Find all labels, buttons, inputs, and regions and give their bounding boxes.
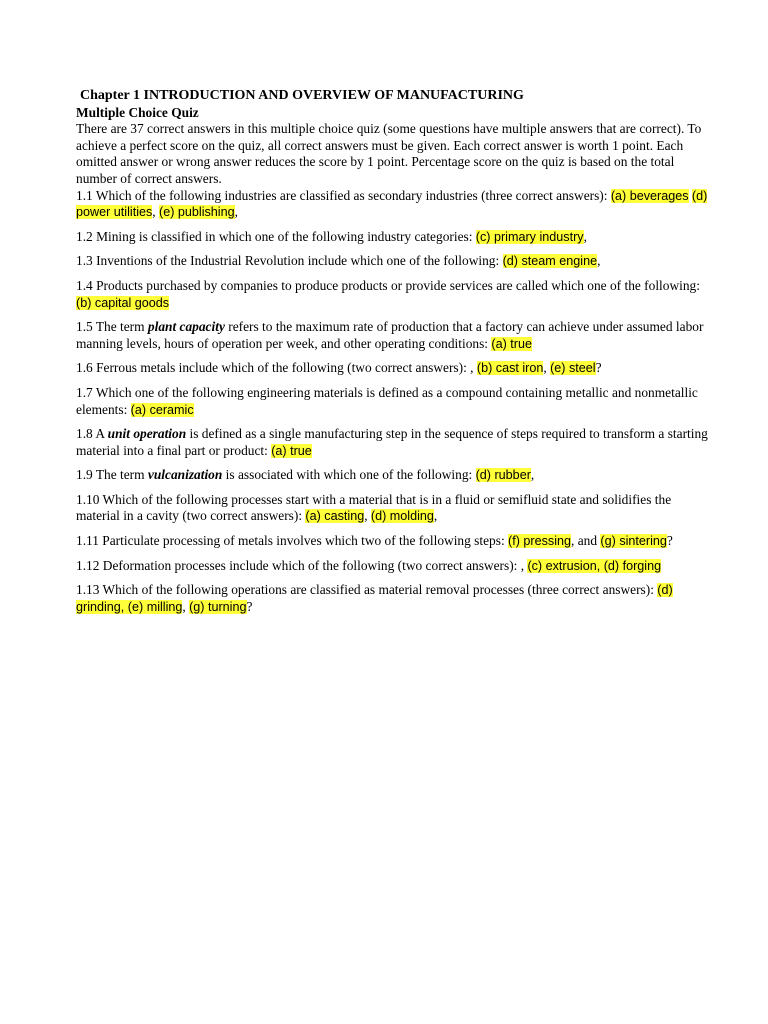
answer-highlight: (d) steam engine	[502, 254, 598, 269]
question-text: 1.12 Deformation processes include which of the following (two correct answers): ,	[76, 557, 528, 573]
question-1-11	[76, 533, 716, 550]
answer-highlight: (a) ceramic	[130, 402, 194, 417]
question-text: 1.13 Which of the following operations are classified as material removal processes (three correct answers):	[76, 582, 658, 598]
answer-highlight: (f) pressing	[508, 534, 572, 549]
answer-highlight: (e) publishing	[159, 205, 235, 220]
answer-highlight: (c) primary industry	[475, 229, 584, 244]
trailing-punct: ?	[595, 360, 602, 376]
question-1-1	[76, 188, 716, 221]
answer-highlight: (b) cast iron	[476, 361, 544, 376]
key-term: plant capacity	[147, 319, 225, 335]
key-term: unit operation	[107, 426, 187, 442]
question-1-12	[76, 558, 716, 575]
trailing-punct: ,	[530, 467, 535, 483]
question-text: 1.8 A	[76, 426, 108, 442]
question-1-4	[76, 278, 716, 311]
question-text: is associated with which one of the following:	[222, 467, 476, 483]
separator: ,	[182, 598, 190, 614]
question-text: is defined as a single manufacturing step in the sequence of steps required to transform a starting material into a final part or product:	[76, 426, 708, 458]
question-text: 1.4 Products purchased by companies to produce products or provide services are called which one of the following:	[76, 277, 700, 293]
key-term: vulcanization	[147, 467, 223, 483]
question-1-6	[76, 360, 716, 377]
chapter-title: Chapter 1 INTRODUCTION AND OVERVIEW OF MANUFACTURING	[80, 88, 524, 103]
quiz-intro: There are 37 correct answers in this multiple choice quiz (some questions have multiple answers that are correct). To achieve a perfect score on the quiz, all correct answers must be given. Each correct answer is worth 1 point. Each omitted answer or wrong answer reduces the score by 1 point. Percentage score on the quiz is based on the total number of correct answers.	[76, 121, 702, 186]
question-1-5	[76, 319, 716, 352]
question-1-3	[76, 253, 716, 270]
question-text: 1.11 Particulate processing of metals involves which two of the following steps:	[76, 533, 509, 549]
answer-highlight: (a) true	[271, 443, 312, 458]
separator: ,	[364, 508, 371, 524]
question-text: 1.3 Inventions of the Industrial Revolution include which one of the following:	[76, 253, 503, 269]
separator: , and	[571, 533, 601, 549]
answer-highlight: (c) extrusion, (d) forging	[527, 558, 662, 573]
question-1-2	[76, 229, 716, 246]
question-1-9	[76, 467, 716, 484]
answer-highlight: (g) sintering	[600, 534, 667, 549]
answer-highlight: (b) capital goods	[76, 295, 170, 310]
trailing-punct: ?	[246, 598, 253, 614]
trailing-punct: ,	[433, 508, 438, 524]
trailing-punct: ?	[666, 533, 673, 549]
answer-highlight: (e) steel	[550, 361, 596, 376]
question-text: 1.5 The term	[76, 319, 148, 335]
separator: ,	[152, 204, 159, 220]
answer-highlight: (a) casting	[305, 509, 365, 524]
trailing-punct: ,	[583, 228, 587, 244]
question-1-7	[76, 385, 716, 418]
question-text: 1.1 Which of the following industries are classified as secondary industries (three correct answers):	[76, 187, 611, 203]
question-text: 1.2 Mining is classified in which one of the following industry categories:	[76, 228, 476, 244]
answer-highlight: (d) rubber	[475, 468, 531, 483]
question-text: 1.10 Which of the following processes start with a material that is in a fluid or semifluid state and solidifies the material in a cavity (two correct answers):	[76, 491, 672, 524]
answer-highlight: (g) turning	[189, 599, 247, 614]
question-text: refers to the maximum rate of production that a factory can achieve under assumed labor manning levels, hours of operation per week, and other operating conditions:	[76, 319, 704, 351]
trailing-punct: ,	[234, 204, 238, 220]
document-body	[76, 88, 716, 615]
question-1-13	[76, 582, 716, 615]
question-1-10	[76, 492, 716, 525]
trailing-punct: ,	[597, 253, 601, 269]
question-text: 1.7 Which one of the following engineering materials is defined as a compound containing metallic and nonmetallic elements:	[76, 384, 698, 417]
answer-highlight: (a) beverages	[610, 188, 689, 203]
separator: ,	[543, 360, 551, 376]
question-1-8	[76, 426, 716, 459]
answer-highlight: (d) molding	[370, 509, 434, 524]
answer-highlight: (d) power utilities	[76, 188, 708, 220]
question-text: 1.9 The term	[76, 467, 148, 483]
answer-highlight: (d) grinding, (e) milling	[76, 583, 673, 614]
question-text: 1.6 Ferrous metals include which of the following (two correct answers): ,	[76, 360, 477, 376]
quiz-subtitle: Multiple Choice Quiz	[76, 104, 199, 120]
answer-highlight: (a) true	[491, 336, 532, 351]
